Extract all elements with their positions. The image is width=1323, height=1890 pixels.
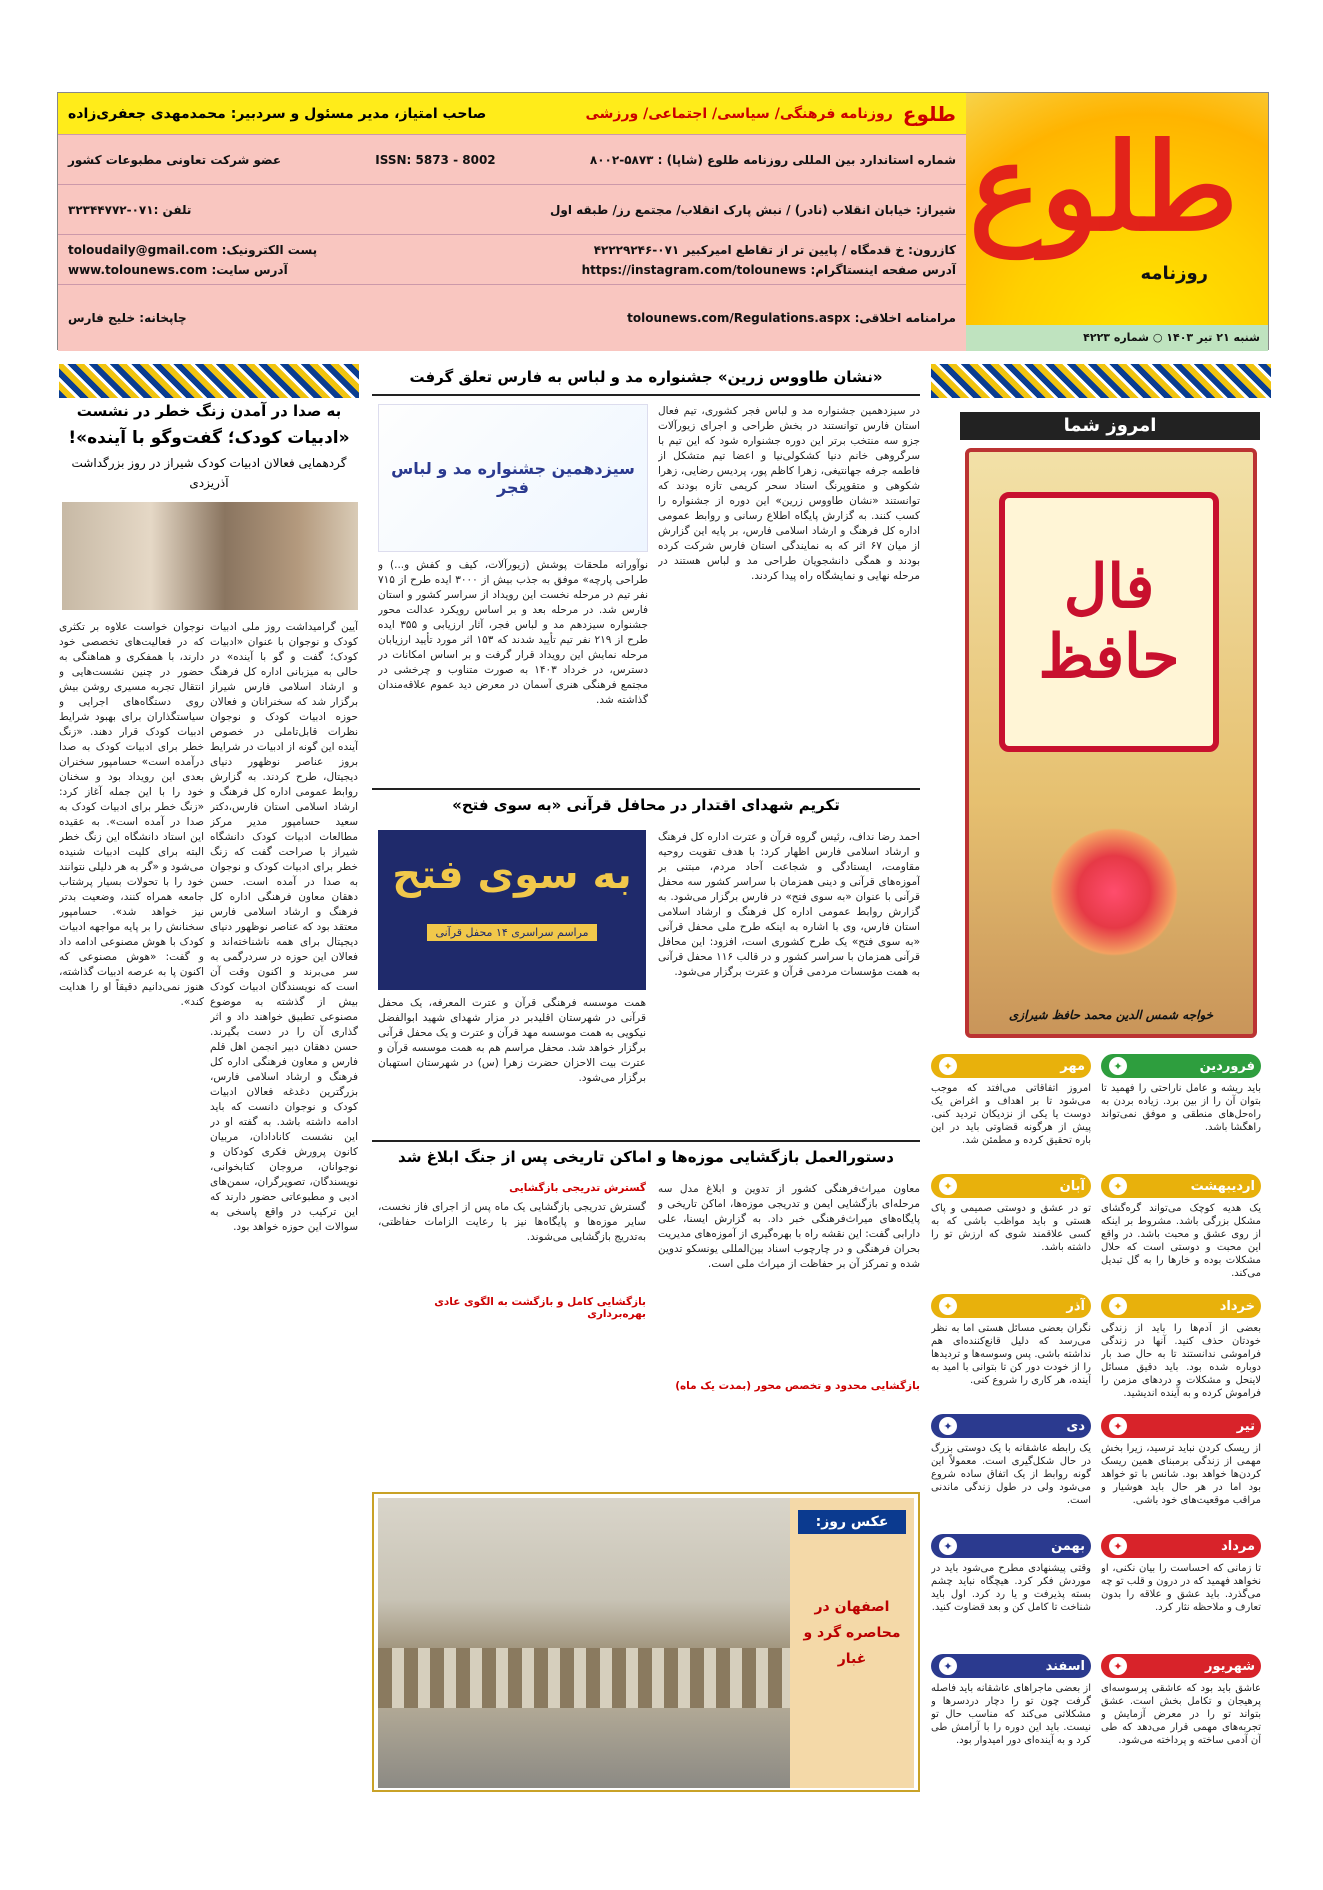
- horoscope-header: [931, 1294, 1091, 1318]
- horoscope-item: [1101, 1654, 1261, 1768]
- divider: [372, 394, 920, 396]
- horoscope-sign-name: خرداد: [1219, 1298, 1255, 1314]
- zodiac-icon: ✦: [1107, 1655, 1129, 1677]
- paper-genre: روزنامه فرهنگی/ سیاسی/ اجتماعی/ ورزشی: [585, 105, 893, 122]
- hafez-fal-image: [965, 448, 1257, 1038]
- masthead-row-ethics: [58, 285, 966, 351]
- museum-column-1: معاون میراث‌فرهنگی کشور از تدوین و ابلاغ مدل سه مرحله‌ای بازگشایی ایمن و تدریجی موزه‌ها، اماکن تاریخی و پایگاه‌های میراث‌فرهنگی خبر داد. به گزارش ایسنا، علی دارابی گفت: این نقشه راه با بهره‌گیری از آموزه‌های مدیریت بحران فرهنگی و در چارچوب اسناد بین‌المللی یونسکو تدوین شده و تمرکز آن بر حفاظت از میراث ملی است.: [658, 1183, 920, 1270]
- photo-caption: اصفهان در محاصره گرد و غبار: [803, 1599, 901, 1667]
- horoscope-text: باید ریشه و عامل ناراحتی را فهمید تا بتوان آن را از بین برد. زیاده بردن به راه‌حل‌های منطقی و موفق نمی‌تواند راهگشا باشد.: [1101, 1083, 1261, 1133]
- horoscope-item: [931, 1534, 1091, 1648]
- photo-label: عکس روز:: [798, 1510, 906, 1534]
- horoscope-text: تا زمانی که احساست را بیان نکنی، او نخواهد فهمید که در درون و قلب تو چه می‌گذرد. باید عشق و علاقه را بدون تعارف و ملاحظه نثار کرد.: [1101, 1563, 1261, 1613]
- horoscope-text: وقتی پیشنهادی مطرح می‌شود باید در موردش فکر کرد. هیچگاه نباید چشم بسته پذیرفت و یا رد کرد. اول باید شناخت تا کامل کن و بعد قضاوت کنید.: [931, 1563, 1091, 1613]
- shiraz-phone: تلفن :۰۷۱-۳۲۳۴۴۷۷۲: [68, 202, 192, 217]
- photo-of-day: [372, 1492, 920, 1792]
- zodiac-icon: ✦: [937, 1415, 959, 1437]
- horoscope-header: [931, 1534, 1091, 1558]
- decor-tile-top-right: [931, 364, 1271, 398]
- horoscope-text: از بعضی ماجراهای عاشقانه باید فاصله گرفت چون تو را دچار دردسرها و مشکلاتی می‌کند که مناسب حال تو نیست. باید این دوره را با آرامش طی کرد و به آینده‌ای دور امیدوار بود.: [931, 1683, 1091, 1746]
- horoscope-sign-name: تیر: [1236, 1418, 1255, 1434]
- horoscope-item: [931, 1654, 1091, 1768]
- horoscope-header: [931, 1414, 1091, 1438]
- shiraz-address: شیراز: خیابان انقلاب (نادر) / نبش پارک انقلاب/ مجتمع رز/ طبقه اول: [549, 202, 956, 217]
- ethics-label: مرامنامه اخلاقی:: [854, 311, 956, 325]
- horoscope-header: [1101, 1414, 1261, 1438]
- horoscope-item: [1101, 1054, 1261, 1168]
- masthead: [57, 92, 1269, 350]
- horoscope-text: تو در عشق و دوستی صمیمی و پاک هستی و باید مواظب باشی که به کسی علاقمند شوی که ارزش تو را داشته باشد.: [931, 1203, 1091, 1253]
- zodiac-icon: ✦: [1107, 1415, 1129, 1437]
- horoscope-sign-name: مهر: [1060, 1058, 1085, 1074]
- masthead-row-kazerun: [58, 235, 966, 285]
- horoscope-header: [1101, 1054, 1261, 1078]
- horoscope-item: [931, 1294, 1091, 1408]
- email-link[interactable]: toloudaily@gmail.com: [68, 242, 218, 257]
- fath-column-2: همت موسسه فرهنگی قرآن و عترت المعرفه، یک محفل قرآنی در شهرستان اقلیدبر در مزار شهدای شهید ابوالفضل نیکویی به همت موسسه مهد قرآن و عترت و یک محفل قرآنی برگزار خواهد شد. محفل مراسم هم به همت موسسه قرآن و عترت بیت الاحزان حضرت زهرا (س) در شهرستان استهبان برگزار می‌شود.: [378, 997, 646, 1084]
- masthead-row-shiraz: [58, 185, 966, 235]
- horoscope-item: [931, 1414, 1091, 1528]
- horoscope-header: [931, 1054, 1091, 1078]
- masthead-row-issn: [58, 135, 966, 185]
- zodiac-icon: ✦: [1107, 1175, 1129, 1197]
- horoscope-header: [931, 1654, 1091, 1678]
- fath-column-1: احمد رضا نداف، رئیس گروه قرآن و عترت اداره کل فرهنگ و ارشاد اسلامی فارس اظهار کرد: با هدف تقویت روحیه مقاومت، ایستادگی و شجاعت آحاد مردم، مبتنی بر آموزه‌های قرآنی و دینی همزمان با سراسر کشور سه محفل قرآنی با عنوان «به سوی فتح» در فارس برگزار می‌شود. به گزارش روابط عمومی اداره کل فرهنگ و ارشاد اسلامی استان فارس، وی با اشاره به اینکه طرح ملی محفل قرآنی «به سوی فتح» یک طرح کشوری است، افزود: این محافل قرآنی همزمان با سراسر کشور و در قالب ۱۱۶ محفل قرآنی به همت مؤسسات مردمی قرآن و عترت برگزار می‌شود.: [658, 831, 920, 978]
- email-label: پست الکترونیک:: [221, 242, 318, 257]
- instagram-link[interactable]: https://instagram.com/tolounews: [581, 262, 807, 277]
- coop-member: عضو شرکت تعاونی مطبوعات کشور: [68, 152, 282, 167]
- tavoos-poster: سیزدهمین جشنواره مد و لباس فجر: [378, 404, 648, 552]
- fath-poster-main: به سوی فتح: [392, 852, 632, 898]
- horoscope-item: [1101, 1294, 1261, 1408]
- horoscope-text: بعضی از آدم‌ها را باید از زندگی خودتان حذف کنید. آنها در زندگی فراموشی ندانستند تا به حال صد بار دوباره شده بود. باید دقیق مسائل لاینحل و مشکلات و دردهای مزمن را فراموش کرده و به آینده اندیشید.: [1101, 1323, 1261, 1399]
- zodiac-icon: ✦: [937, 1655, 959, 1677]
- site-label: آدرس سایت:: [211, 262, 288, 277]
- horoscope-header: [1101, 1654, 1261, 1678]
- zodiac-icon: ✦: [937, 1295, 959, 1317]
- kazerun-address: کازرون: خ قدمگاه / پایین تر از تقاطع امیرکبیر ۰۷۱-۴۲۲۲۹۲۴۶: [593, 242, 956, 257]
- horoscope-item: [1101, 1414, 1261, 1528]
- literature-kicker: به صدا در آمدن زنگ خطر در نشست: [76, 402, 342, 420]
- horoscope-text: یک هدیه کوچک می‌تواند گره‌گشای مشکل بزرگی باشد. مشروط بر اینکه از روی عشق و محبت باشد. در واقع این محبت و دوستی است که حلال مشکلات بوده و خارها را به گل تبدیل می‌کند.: [1101, 1203, 1261, 1279]
- museum-subhead-3: بازگشایی کامل و بازگشت به الگوی عادی بهره‌برداری: [434, 1296, 646, 1320]
- literature-subtitle: گردهمایی فعالان ادبیات کودک شیراز در روز بزرگداشت: [71, 456, 347, 470]
- horoscope-item: [931, 1054, 1091, 1168]
- zodiac-icon: ✦: [1107, 1295, 1129, 1317]
- horoscope-text: عاشق باید بود که عاشقی پرسوسه‌ای پرهیجان و تکامل بخش است. عشق بتواند تو را در معرض آزمایش و تجربه‌های مهمی قرار می‌دهد که طی آن آدمی ساخته و پرداخته می‌شود.: [1101, 1683, 1261, 1746]
- fath-title: تکریم شهدای اقتدار در محافل قرآنی «به سوی فتح»: [452, 796, 840, 814]
- horoscope-sign-name: فروردین: [1199, 1058, 1255, 1074]
- museum-column-2: گسترش تدریجی بازگشایی یک ماه پس از اجرای فاز نخست، سایر موزه‌ها و پایگاه‌ها نیز با رعایت الزامات حفاظتی، به‌تدریج بازگشایی می‌شوند.: [378, 1201, 646, 1243]
- zodiac-icon: ✦: [1107, 1535, 1129, 1557]
- horoscope-sign-name: آبان: [1059, 1178, 1085, 1194]
- today-label: امروز شما: [960, 412, 1260, 440]
- literature-column-1: آیین گرامیداشت روز ملی ادبیات کودک و نوجوان با عنوان «ادبیات کودک؛ گفت و گو با آینده» در حالی به میزبانی اداره کل فرهنگ و ارشاد اسلامی فارس شیراز برگزار شد که سخنرانان و فعالان حوزه ادبیات کودک و نوجوان نظرات قابل‌تاملی در خصوص آینده این گونه از ادبیات در شرایط بروز عناصر نوظهور دنیای دیجیتال، طرح کردند. به گزارش روابط عمومی اداره کل فرهنگ و ارشاد اسلامی استان فارس،دکتر سعید حسامپور مدیر مرکز مطالعات ادبیات کودک دانشگاه شیراز با صراحت گفت که زنگ خطر برای ادبیات کودک و نوجوان به صدا در آمده است. حسن دهقان معاون فرهنگی اداره کل فرهنگ و ارشاد اسلامی فارس معتقد بود که عناصر نوظهور دنیای دیجیتال برای همه ناشناخته‌اند و فعالان این حوزه در سردرگمی به سر می‌برند و اکنون وقت آن است که نویسندگان ادبیات کودک بیش از گذشته به موضوع مصنوعی تطبیق خواهند داد و اثر گذاری آن را در دست بگیرند. حسن دهقان دبیر انجمن اهل قلم فارس و معاون فرهنگی اداره کل فرهنگ و ارشاد اسلامی فارس، بزرگترین دغدغه فعالان ادبیات کودک و نوجوان دانست که باید ادامه داشته باشد. به گفته او در این نشست کانادادان، مربیان کانون پرورش فکری کودکان و نوجوانان، مروجان کتابخوانی، نویسندگان، تصویرگران، سمن‌های ادبی و مطبوعاتی حضور دارند که این ترکیب در واقع پاسخی به سوالات این حوزه خواهد بود.: [210, 621, 358, 1233]
- literature-photo: [62, 502, 358, 610]
- horoscope-text: امروز اتفاقاتی می‌افتد که موجب می‌شود تا بر اهداف و اغراض یک دوست یا یکی از نزدیکان تردید کنی. پیش از هرگونه قضاوتی باید در این باره تحقیق کرده و مطمئن شد.: [931, 1083, 1091, 1146]
- zodiac-icon: ✦: [937, 1175, 959, 1197]
- horoscope-sign-name: اسفند: [1045, 1658, 1085, 1674]
- zodiac-icon: ✦: [937, 1055, 959, 1077]
- divider: [372, 1140, 920, 1142]
- fath-poster-sub: مراسم سراسری ۱۴ محفل قرآنی: [427, 924, 596, 941]
- literature-column-2: نوجوان خواست علاوه بر تکثری که در فعالیت‌های تخصصی خود دارند، با همفکری و هماهنگی به حضور در چنین نشست‌هایی و انتقال تجربه مسیری روشن بیش روی دستگاه‌های اجرایی و سیاستگذاران برای بهبود شرایط ادبیات کودک قرار دهند. «زنگ خطر برای ادبیات کودک به صدا درآمده است» حسامپور سخنران بعدی این رویداد بود و سخنان خود را با این جمله آغاز کرد: «زنگ خطر برای ادبیات کودک به صدا در آمده است». به عقیده این استاد دانشگاه این زنگ خطر البته برای کلیت ادبیات شنیده می‌شود و «گر به هر دلیلی نتوانند خود را با تحولات بسیار پرشتاب جامعه همراه کنند، وضعیت بدتر نیز خواهد شد». حسامپور سخنانش را بر پایه مواجهه ادبیات کودک با هوش مصنوعی ادامه داد و گفت: «هوش مصنوعی که اکنون پا به عرصه ادبیات گذاشته، هنوز نمی‌دانیم دقیقاً او را هدایت کند».: [59, 621, 204, 1008]
- owner-line: صاحب امتیاز، مدیر مسئول و سردبیر: محمدمهدی جعفری‌زاده: [68, 105, 487, 122]
- horoscope-sign-name: آذر: [1066, 1298, 1085, 1314]
- zodiac-icon: ✦: [1107, 1055, 1129, 1077]
- issn-code: ISSN: 5873 - 8002: [375, 152, 496, 167]
- museum-subhead-1: بازگشایی محدود و تخصص محور (بمدت یک ماه): [675, 1380, 920, 1392]
- horoscope-item: [1101, 1534, 1261, 1648]
- literature-title: «ادبیات کودک؛ گفت‌وگو با آینده»!: [68, 428, 350, 448]
- decor-tile-top-left: [59, 364, 359, 398]
- horoscope-header: [1101, 1174, 1261, 1198]
- museum-subhead-2: گسترش تدریجی بازگشایی: [509, 1182, 646, 1194]
- horoscope-text: یک رابطه عاشقانه با یک دوستی بزرگ در حال شکل‌گیری است. معمولاً این گونه روابط از یک اتفاق ساده شروع می‌شود ولی در طول زندگی ماندنی است.: [931, 1443, 1091, 1506]
- hafez-caption: خواجه شمس الدین محمد حافظ شیرازی: [1008, 1008, 1214, 1022]
- instagram-label: آدرس صفحه اینستاگرام:: [810, 262, 956, 277]
- fath-poster: [378, 830, 646, 990]
- issue-date: شنبه ۲۱ تیر ۱۴۰۳ ○ شماره ۴۲۲۳: [965, 325, 1268, 351]
- horoscope-sign-name: بهمن: [1051, 1538, 1085, 1554]
- horoscope-header: [1101, 1534, 1261, 1558]
- horoscope-header: [931, 1174, 1091, 1198]
- issn-line: شماره استاندارد بین المللی روزنامه طلوع (شاپا) : ۵۸۷۳-۸۰۰۲: [589, 152, 956, 167]
- horoscope-text: نگران بعضی مسائل هستی اما به نظر می‌رسد که دلیل قانع‌کننده‌ای هم نداشته باشی. پس وسوسه‌ها و تردیدها را از خودت دور کن تا بتوانی با امید به آینده، هر کاری را شروع کنی.: [931, 1323, 1091, 1386]
- logo-text: طلوع: [969, 117, 1238, 258]
- horoscope-sign-name: شهریور: [1205, 1658, 1255, 1674]
- bridge-photo: [378, 1498, 790, 1788]
- ethics-link[interactable]: tolounews.com/Regulations.aspx: [627, 311, 851, 325]
- museum-title: دستورالعمل بازگشایی موزه‌ها و اماکن تاریخی پس از جنگ ابلاغ شد: [398, 1148, 894, 1166]
- horoscope-sign-name: اردیبهشت: [1190, 1178, 1255, 1194]
- horoscope-text: از ریسک کردن نباید ترسید، زیرا بخش مهمی از زندگی برمبنای همین ریسک کردن‌ها خواهد بود. شانس با تو خواهد بود اما در هر حال باید هوشیار و مراقب موقعیت‌های خود باشی.: [1101, 1443, 1261, 1506]
- horoscope-sign-name: مرداد: [1221, 1538, 1255, 1554]
- tavoos-column-2: نوآوراته ملحقات پوشش (زیورآلات، کیف و کفش و...) و طراحی پارچه» موفق به جذب بیش از ۳۰۰۰ ایده طرح از ۷۱۵ نفر تیم در مرحله نخست این رویداد از سراسر کشور و استان فارس شد. در مرحله بعد و بر اساس رویکرد عدالت محور جشنواره سیزدهم مد و لباس فجر، آثار ارزیابی و ۳۵۵ ایده طرح از ۲۱۹ نفر تیم تأیید شدند که ۱۵۳ اثر مورد تأیید ارزیابان مرحله نمایش این رویداد قرار گرفت و بر اساس امکانات در دسترس، در خرداد ۱۴۰۳ به صورت متناوب و چرخشی در مجتمع فرهنگی هنری آسمان در معرض دید عموم علاقه‌مندان گذاشته شد.: [378, 559, 648, 706]
- logo-subtitle: روزنامه: [1140, 263, 1208, 284]
- horoscope-grid: [931, 1054, 1261, 1804]
- printer: چاپخانه: خلیج فارس: [68, 311, 187, 325]
- horoscope-sign-name: دی: [1066, 1418, 1085, 1434]
- masthead-row-title: [58, 93, 966, 135]
- bridge-arches-icon: [378, 1648, 790, 1708]
- logo-block: [964, 93, 1268, 351]
- divider: [372, 788, 920, 790]
- tavoos-column-1: در سیزدهمین جشنواره مد و لباس فجر کشوری، تیم فعال استان فارس توانستند در بخش طراحی و اجرای زیورآلات جزو سه منتخب برتر این دوره جشنواره شود که این تیم با سرگروهی خانم دنیا کشکولی‌نیا و اعضا تیم متشکل از فاطمه جرفه جهانتیغی، زهرا کاظم پور، پردیس رضایی، زهرا شکوهی و متقوپرنگ استاد سحر کریمی تازه بودند که توانستند «نشان طاووس زرین» این دوره از جشنواره را کسب کنند. به گزارش پایگاه اطلاع رسانی و روابط عمومی اداره کل فرهنگ و ارشاد اسلامی فارس، بر پایه این گزارش از میان ۶۷ اثر که به نمایندگی استان فارس شرکت کرده بودند و همگی دانشجویان طراحی مد و لباس هستند در مرحله نهایی و نمایشگاه راه پیدا کردند.: [658, 405, 920, 582]
- hafez-fal-title: فال حافظ: [999, 492, 1219, 752]
- horoscope-item: [1101, 1174, 1261, 1288]
- literature-author: آذریزدی: [189, 476, 229, 490]
- horoscope-item: [931, 1174, 1091, 1288]
- horoscope-header: [1101, 1294, 1261, 1318]
- site-link[interactable]: www.tolounews.com: [68, 262, 208, 277]
- flower-vase-icon: [1049, 812, 1179, 972]
- zodiac-icon: ✦: [937, 1535, 959, 1557]
- paper-name: طلوع: [902, 101, 956, 126]
- tavoos-title: «نشان طاووس زرین» جشنواره مد و لباس به فارس تعلق گرفت: [409, 368, 883, 386]
